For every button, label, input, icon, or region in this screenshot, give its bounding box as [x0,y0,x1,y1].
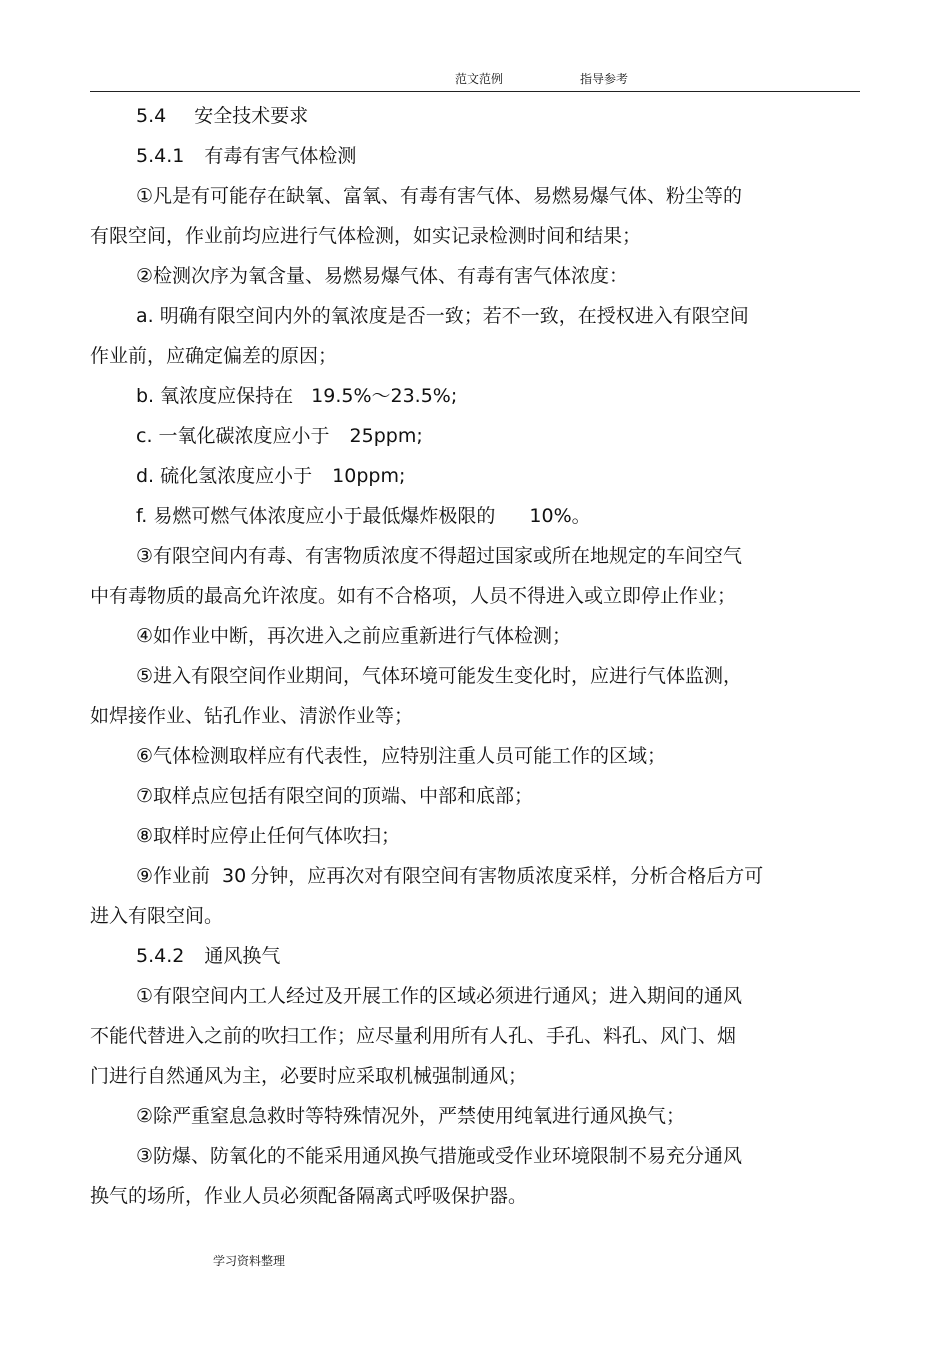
requirement-line-d [136,464,405,488]
requirement-line-c [136,424,423,448]
paragraph-line: ⑤进入有限空间作业期间，气体环境可能发生变化时，应进行气体监测， [136,665,743,687]
section-heading-5-4 [136,104,308,128]
paragraph-line: 门进行自然通风为主，必要时应采取机械强制通风； [90,1065,528,1087]
requirement-value: 19.5%～23.5%; [311,385,458,407]
section-title: 有毒有害气体检测 [204,145,357,167]
paragraph-line: 作业前，应确定偏差的原因； [90,345,338,367]
paragraph-line: a. 明确有限空间内外的氧浓度是否一致；若不一致，在授权进入有限空间 [136,305,749,327]
header-left-text: 范文范例 [455,72,504,86]
text-run: 分钟，应再次对有限空间有害物质浓度采样，分析合格后方可 [250,865,764,887]
paragraph-line: ①凡是有可能存在缺氧、富氧、有毒有害气体、易燃易爆气体、粉尘等的 [136,185,743,207]
text-run: ⑨作业前 [136,865,211,887]
requirement-value: 10ppm; [332,465,406,487]
section-title: 安全技术要求 [194,105,309,127]
section-number: 5.4 [136,105,167,127]
paragraph-line: 进入有限空间。 [90,905,224,927]
requirement-line-f [136,504,591,528]
section-heading-5-4-1 [136,144,356,168]
paragraph-line: 换气的场所，作业人员必须配备隔离式呼吸保护器。 [90,1185,528,1207]
requirement-value: 25ppm; [349,425,423,447]
number-run: 30 [222,865,247,887]
requirement-value: 10%。 [529,505,591,527]
requirement-text: d. 硫化氢浓度应小于 [136,465,313,487]
header-rule [90,91,860,92]
paragraph-line: ③有限空间内有毒、有害物质浓度不得超过国家或所在地规定的车间空气 [136,545,743,567]
paragraph-line: ⑥气体检测取样应有代表性，应特别注重人员可能工作的区域； [136,745,667,767]
section-number: 5.4.2 [136,945,185,967]
page-header [0,0,950,92]
paragraph-line: 不能代替进入之前的吹扫工作；应尽量利用所有人孔、手孔、料孔、风门、烟 [90,1025,737,1047]
section-heading-5-4-2 [136,944,280,968]
paragraph-line: 中有毒物质的最高允许浓度。如有不合格项，人员不得进入或立即停止作业； [90,585,737,607]
page-footer: 学习资料整理 [213,1254,286,1268]
requirement-text: f. 易燃可燃气体浓度应小于最低爆炸极限的 [136,505,496,527]
paragraph-line: 有限空间，作业前均应进行气体检测，如实记录检测时间和结果； [90,225,642,247]
section-title: 通风换气 [204,945,281,967]
requirement-text: b. 氧浓度应保持在 [136,385,294,407]
requirement-line-b [136,384,457,408]
paragraph-line: ④如作业中断，再次进入之前应重新进行气体检测； [136,625,572,647]
paragraph-line: ②检测次序为氧含量、易燃易爆气体、有毒有害气体浓度： [136,265,629,287]
paragraph-line: ⑦取样点应包括有限空间的顶端、中部和底部； [136,785,534,807]
requirement-text: c. 一氧化碳浓度应小于 [136,425,330,447]
paragraph-line: ③防爆、防氧化的不能采用通风换气措施或受作业环境限制不易充分通风 [136,1145,743,1167]
paragraph-line [136,864,763,888]
paragraph-line: ②除严重窒息急救时等特殊情况外，严禁使用纯氧进行通风换气； [136,1105,686,1127]
header-right-text: 指导参考 [580,72,629,86]
paragraph-line: ⑧取样时应停止任何气体吹扫； [136,825,401,847]
section-number: 5.4.1 [136,145,185,167]
paragraph-line: 如焊接作业、钻孔作业、清淤作业等； [90,705,414,727]
paragraph-line: ①有限空间内工人经过及开展工作的区域必须进行通风；进入期间的通风 [136,985,743,1007]
